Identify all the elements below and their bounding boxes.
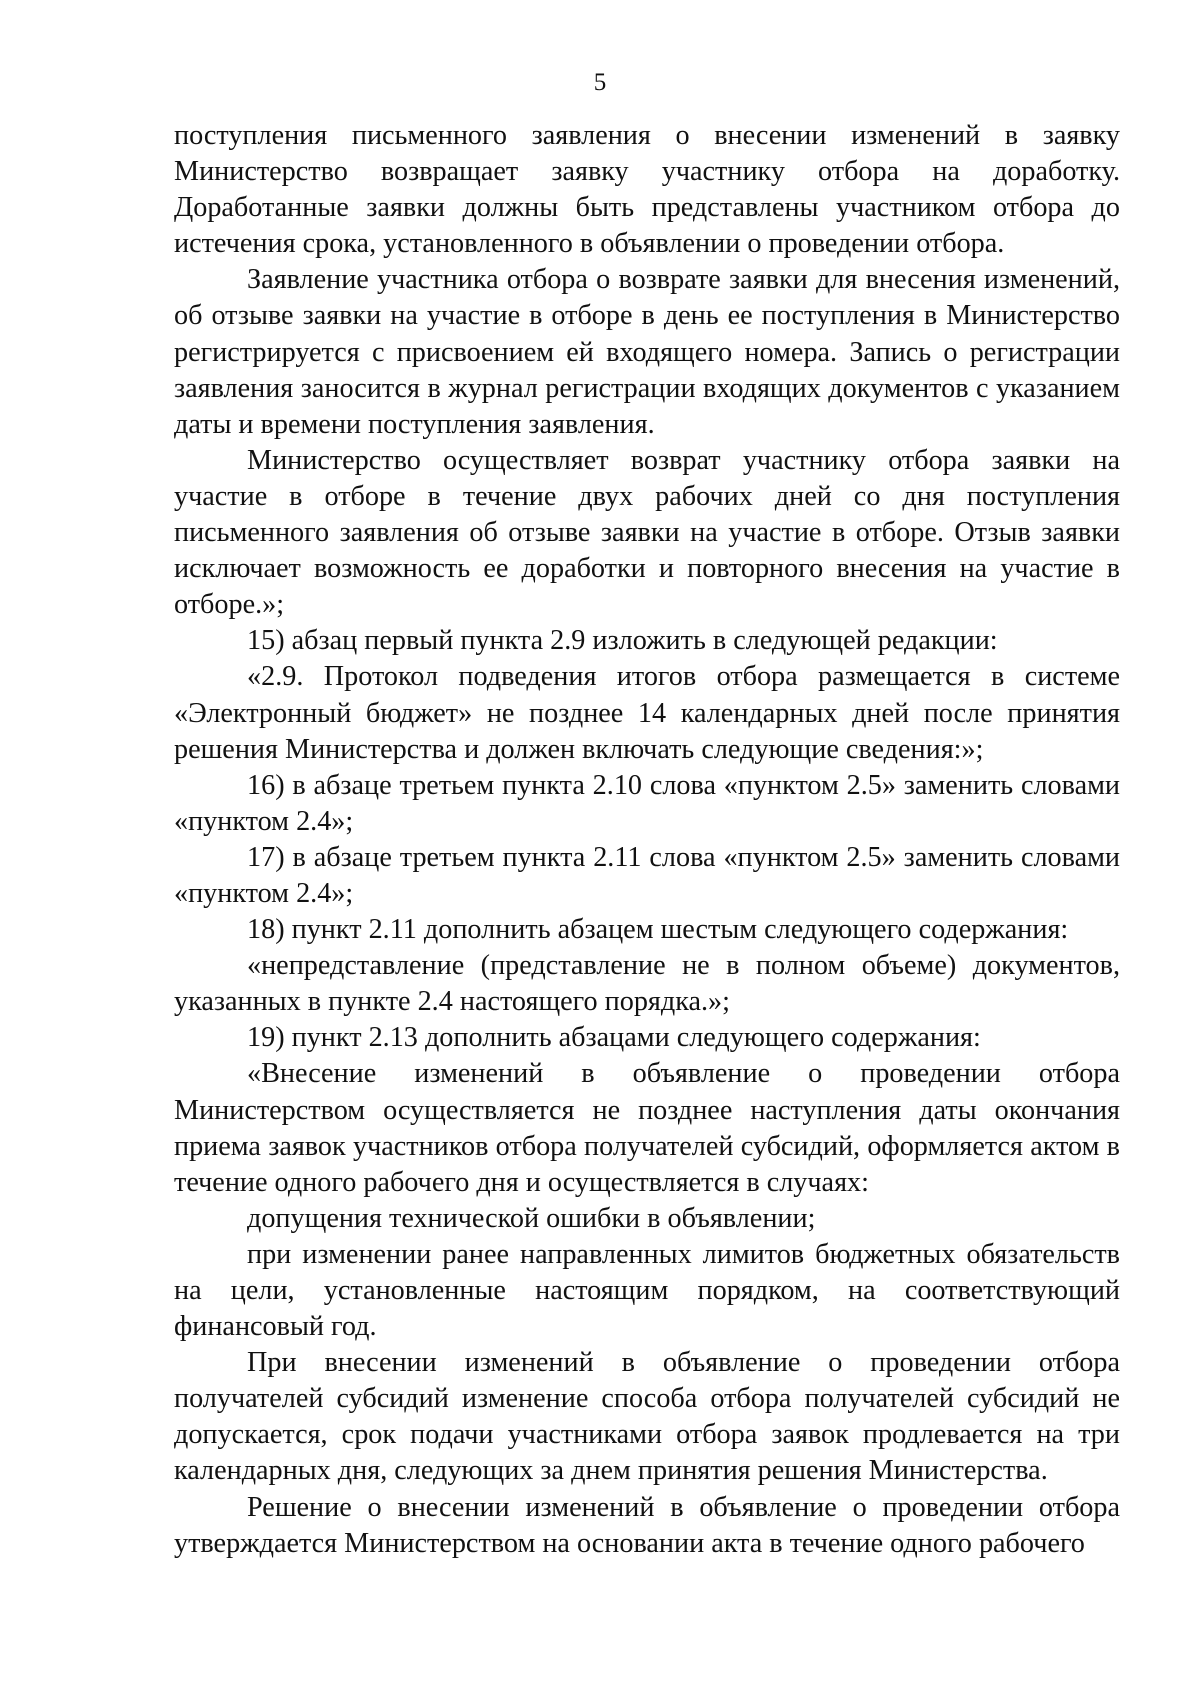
paragraph-11: «Внесение изменений в объявление о проведении отбора Министерством осуществляется не позднее наступления даты окончания приема заявок участников отбора получателей субсидий, оформляется актом в течение одного рабочего дня и осуществляется в случаях:: [174, 1058, 1120, 1198]
paragraph-5: «2.9. Протокол подведения итогов отбора размещается в системе «Электронный бюджет» не позднее 14 календарных дней после принятия решения Министерства и должен включать следующие сведения:»;: [174, 661, 1120, 765]
document-body: [174, 118, 1120, 1562]
paragraph-9: «непредставление (представление не в полном объеме) документов, указанных в пункте 2.4 настоящего порядка.»;: [174, 950, 1120, 1018]
paragraph-1: поступления письменного заявления о внесении изменений в заявку Министерство возвращает заявку участнику отбора на доработку. Доработанные заявки должны быть представлены участником отбора до истечения срока, установленного в объявлении о проведении отбора.: [174, 120, 1120, 260]
paragraph-7: 17) в абзаце третьем пункта 2.11 слова «пунктом 2.5» заменить словами «пунктом 2.4»;: [174, 841, 1120, 909]
page-number: 5: [593, 69, 607, 96]
paragraph-8: 18) пункт 2.11 дополнить абзацем шестым следующего содержания:: [247, 914, 1069, 946]
paragraph-3: Министерство осуществляет возврат участнику отбора заявки на участие в отборе в течение двух рабочих дней со дня поступления письменного заявления об отзыве заявки на участие в отборе. Отзыв заявки исключает возможность ее доработки и повторного внесения на участие в отборе.»;: [174, 444, 1120, 621]
paragraph-6: 16) в абзаце третьем пункта 2.10 слова «пунктом 2.5» заменить словами «пунктом 2.4»;: [174, 769, 1120, 837]
paragraph-15: Решение о внесении изменений в объявление о проведении отбора утверждается Министерством на основании акта в течение одного рабочего: [174, 1491, 1120, 1559]
paragraph-4: 15) абзац первый пункта 2.9 изложить в следующей редакции:: [247, 625, 998, 657]
paragraph-12: допущения технической ошибки в объявлении;: [247, 1202, 816, 1234]
paragraph-10: 19) пункт 2.13 дополнить абзацами следующего содержания:: [247, 1022, 981, 1054]
paragraph-2: Заявление участника отбора о возврате заявки для внесения изменений, об отзыве заявки на участие в отборе в день ее поступления в Министерство регистрируется с присвоением ей входящего номера. Запись о регистрации заявления заносится в журнал регистрации входящих документов с указанием даты и времени поступления заявления.: [174, 264, 1120, 440]
paragraph-13: при изменении ранее направленных лимитов бюджетных обязательств на цели, установленные настоящим порядком, на соответствующий финансовый год.: [174, 1238, 1120, 1343]
paragraph-14: При внесении изменений в объявление о проведении отбора получателей субсидий изменение способа отбора получателей субсидий не допускается, срок подачи участниками отбора заявок продлевается на три календарных дня, следующих за днем принятия решения Министерства.: [174, 1347, 1120, 1487]
